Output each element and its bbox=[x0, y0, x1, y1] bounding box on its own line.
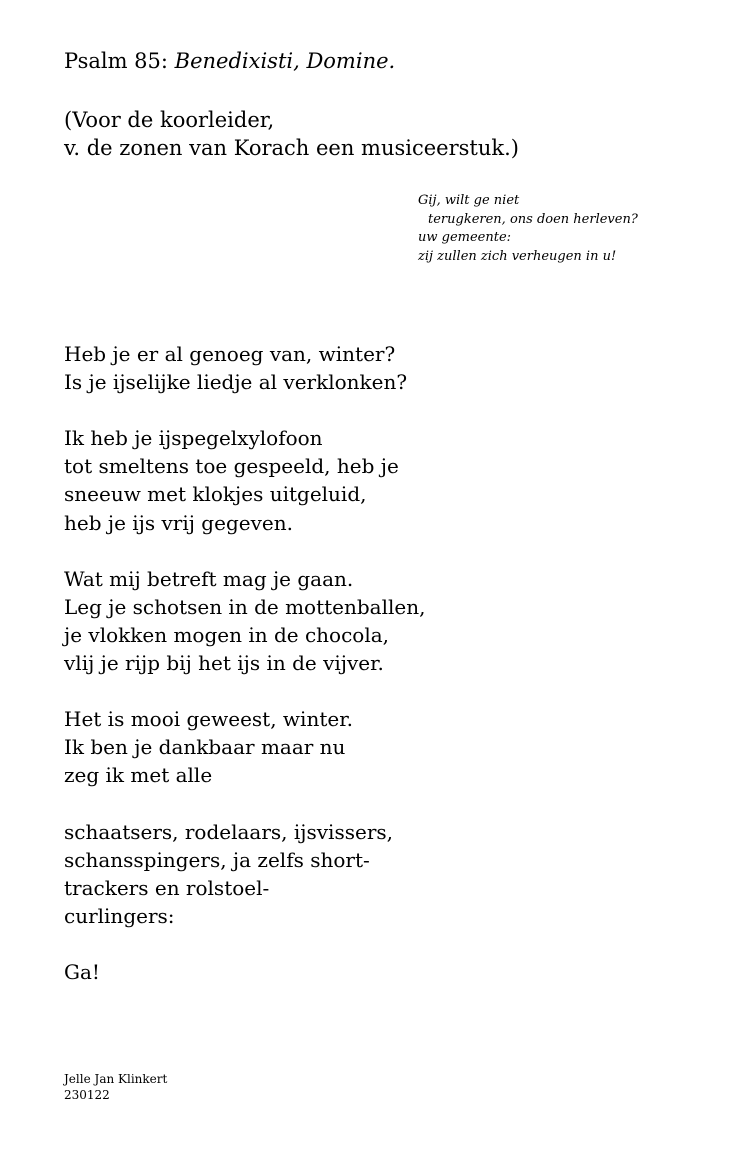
poem-line: Heb je er al genoeg van, winter? bbox=[64, 342, 396, 366]
stanza bbox=[64, 705, 425, 789]
poem-line: Wat mij betreft mag je gaan. bbox=[64, 566, 354, 591]
poem-body bbox=[64, 340, 425, 1014]
poem-line: Is je ijselijke liedje al verklonken? bbox=[64, 370, 408, 395]
author-name: Jelle Jan Klinkert bbox=[64, 1072, 168, 1086]
stanza bbox=[64, 565, 425, 677]
epigraph-line: zij zullen zich verheugen in u! bbox=[418, 248, 617, 264]
epigraph bbox=[418, 192, 638, 266]
date-stamp: 230122 bbox=[64, 1088, 110, 1102]
poem-line: Ik ben je dankbaar maar nu bbox=[64, 735, 346, 760]
stanza bbox=[64, 424, 425, 536]
title-prefix: Psalm 85: bbox=[64, 49, 175, 73]
poem-line: curlingers: bbox=[64, 903, 175, 928]
poem-line: je vlokken mogen in de chocola, bbox=[64, 622, 389, 647]
stanza bbox=[64, 958, 425, 986]
poem-line: schansspingers, ja zelfs short- bbox=[64, 847, 370, 872]
poem-line: Leg je schotsen in de mottenballen, bbox=[64, 594, 426, 619]
poem-line: Ga! bbox=[64, 960, 100, 985]
page-title bbox=[64, 47, 395, 75]
subtitle-line: (Voor de koorleider, bbox=[64, 108, 275, 132]
poem-line: zeg ik met alle bbox=[64, 763, 213, 788]
stanza bbox=[64, 818, 425, 930]
poem-line: heb je ijs vrij gegeven. bbox=[64, 510, 293, 535]
subtitle-line: v. de zonen van Korach een musiceerstuk.) bbox=[64, 136, 519, 160]
epigraph-line: Gij, wilt ge niet bbox=[418, 193, 520, 208]
poem-line: Ik heb je ijspegelxylofoon bbox=[64, 426, 323, 451]
epigraph-line: uw gemeente: bbox=[418, 230, 512, 245]
poem-line: trackers en rolstoel- bbox=[64, 875, 270, 900]
poem-line: Het is mooi geweest, winter. bbox=[64, 707, 353, 732]
stanza bbox=[64, 340, 425, 396]
subtitle bbox=[64, 106, 519, 162]
poem-line: vlij je rijp bij het ijs in de vijver. bbox=[64, 651, 384, 676]
title-latin: Benedixisti, Domine. bbox=[174, 49, 396, 73]
poem-line: tot smeltens toe gespeeld, heb je bbox=[64, 454, 399, 479]
epigraph-line: terugkeren, ons doen herleven? bbox=[428, 211, 638, 227]
poem-line: schaatsers, rodelaars, ijsvissers, bbox=[64, 819, 393, 844]
footer bbox=[64, 1071, 167, 1103]
poem-line: sneeuw met klokjes uitgeluid, bbox=[64, 482, 367, 507]
